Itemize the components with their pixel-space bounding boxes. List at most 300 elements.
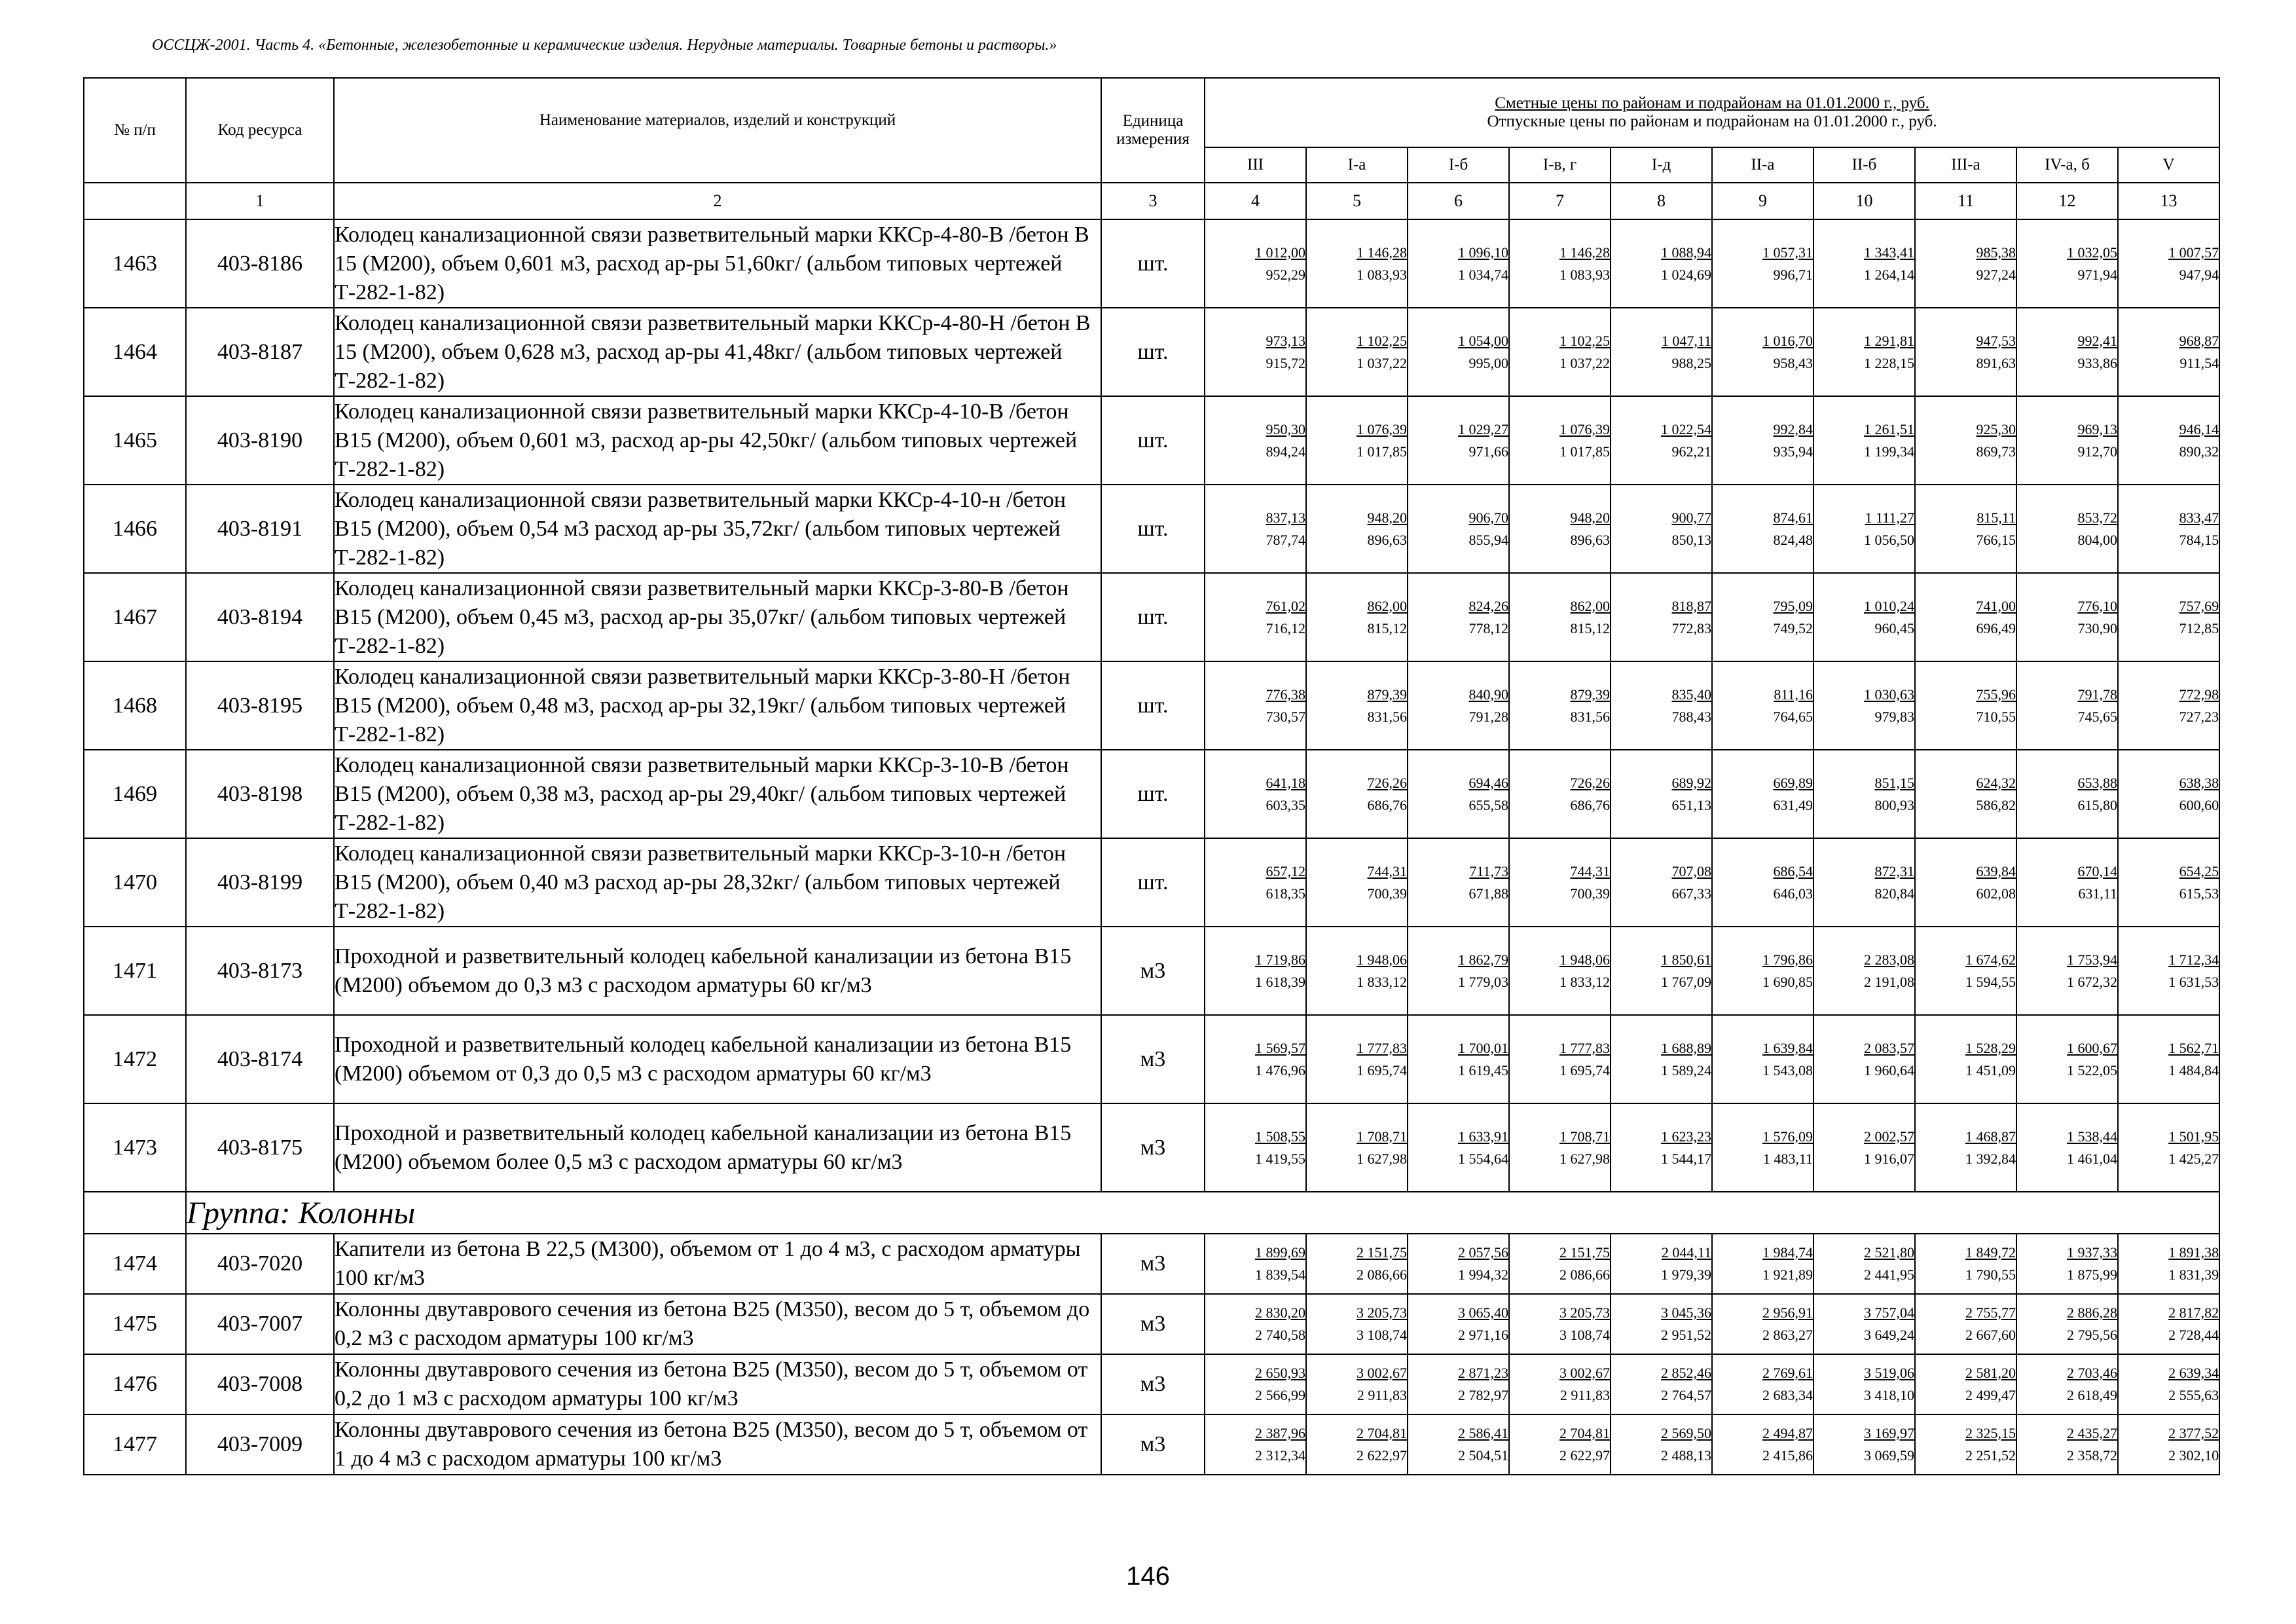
unit-cell: шт. xyxy=(1101,219,1205,308)
resource-code: 403-8186 xyxy=(186,219,334,308)
unit-cell: шт. xyxy=(1101,396,1205,485)
price-cell xyxy=(1306,750,1408,838)
price-cell xyxy=(2118,1294,2219,1354)
unit-cell: шт. xyxy=(1101,308,1205,396)
estimate-price: 624,32 xyxy=(1976,774,2016,791)
resource-code: 403-8191 xyxy=(186,485,334,573)
price-cell xyxy=(1915,1294,2016,1354)
release-price: 2 618,49 xyxy=(2067,1387,2117,1403)
resource-code: 403-8199 xyxy=(186,838,334,927)
release-price: 2 740,58 xyxy=(1255,1327,1305,1343)
table-row xyxy=(84,219,2219,308)
estimate-price: 1 899,69 xyxy=(1255,1244,1305,1261)
price-cell xyxy=(1813,1234,1915,1294)
material-name: Колонны двутаврового сечения из бетона В25 (М350), весом до 5 т, объемом до 0,2 м3 с расходом арматуры 100 кг/м3 xyxy=(334,1294,1101,1354)
release-price: 804,00 xyxy=(2077,531,2117,548)
price-cell xyxy=(2016,750,2118,838)
release-price: 2 911,83 xyxy=(1357,1387,1407,1403)
release-price: 855,94 xyxy=(1468,531,1508,548)
price-cell xyxy=(2118,838,2219,927)
table-row xyxy=(84,1294,2219,1354)
estimate-price: 3 205,73 xyxy=(1559,1304,1610,1321)
material-name: Проходной и разветвительный колодец кабельной канализации из бетона В15 (М200) объемом до 0,3 м3 с расходом арматуры 60 кг/м3 xyxy=(334,927,1101,1015)
estimate-price: 1 501,95 xyxy=(2168,1128,2219,1145)
release-price: 2 358,72 xyxy=(2067,1447,2117,1464)
estimate-price: 1 076,39 xyxy=(1559,420,1610,437)
estimate-price: 1 639,84 xyxy=(1762,1039,1813,1056)
release-price: 2 251,52 xyxy=(1965,1447,2016,1464)
estimate-price: 1 796,86 xyxy=(1762,951,1813,968)
price-cell xyxy=(1915,396,2016,485)
price-cell xyxy=(1611,396,1712,485)
estimate-price: 2 886,28 xyxy=(2067,1304,2117,1321)
estimate-price: 2 704,81 xyxy=(1357,1425,1407,1441)
price-cell xyxy=(2118,1103,2219,1192)
estimate-price: 879,39 xyxy=(1367,686,1407,703)
estimate-price: 948,20 xyxy=(1367,509,1407,526)
price-cell xyxy=(1509,308,1611,396)
estimate-price: 2 083,57 xyxy=(1864,1039,1914,1056)
estimate-price: 1 576,09 xyxy=(1762,1128,1813,1145)
price-cell xyxy=(1813,1294,1915,1354)
price-cell xyxy=(2016,1103,2118,1192)
price-cell xyxy=(1712,1354,1813,1414)
resource-code: 403-7007 xyxy=(186,1294,334,1354)
material-name: Колодец канализационной связи разветвительный марки ККСр-4-10-В /бетон В15 (М200), объем 0,601 м3, расход ар-ры 42,50кг/ (альбом типовых чертежей Т-282-1-82) xyxy=(334,396,1101,485)
price-cell xyxy=(1915,1103,2016,1192)
estimate-price: 1 111,27 xyxy=(1865,509,1914,526)
price-cell xyxy=(1509,927,1611,1015)
resource-code: 403-7020 xyxy=(186,1234,334,1294)
release-price: 2 951,52 xyxy=(1661,1327,1711,1343)
price-cell xyxy=(1509,1103,1611,1192)
price-cell xyxy=(2118,1414,2219,1475)
row-number: 1473 xyxy=(84,1103,186,1192)
price-cell xyxy=(1813,1015,1915,1103)
price-cell xyxy=(1408,1294,1509,1354)
price-cell xyxy=(1408,927,1509,1015)
release-price: 3 069,59 xyxy=(1864,1447,1914,1464)
table-row xyxy=(84,1234,2219,1294)
estimate-price: 1 508,55 xyxy=(1255,1128,1305,1145)
price-cell xyxy=(2016,396,2118,485)
price-cell xyxy=(1509,219,1611,308)
release-price: 800,93 xyxy=(1874,796,1914,813)
column-number: 11 xyxy=(1915,183,2016,219)
document-header: ОССЦЖ-2001. Часть 4. «Бетонные, железобетонные и керамические изделия. Нерудные материалы. Товарные бетоны и растворы.» xyxy=(152,37,1057,54)
price-cell xyxy=(1611,1414,1712,1475)
estimate-price: 950,30 xyxy=(1266,420,1305,437)
release-price: 1 544,17 xyxy=(1661,1150,1711,1167)
estimate-price: 835,40 xyxy=(1671,686,1711,703)
release-price: 2 622,97 xyxy=(1559,1447,1610,1464)
resource-code: 403-8173 xyxy=(186,927,334,1015)
estimate-price: 1 948,06 xyxy=(1559,951,1610,968)
price-cell xyxy=(1205,396,1306,485)
estimate-price: 744,31 xyxy=(1570,862,1610,879)
estimate-price: 638,38 xyxy=(2179,774,2219,791)
price-cell xyxy=(1205,927,1306,1015)
estimate-price: 2 586,41 xyxy=(1458,1425,1508,1441)
price-cell xyxy=(1813,838,1915,927)
price-cell xyxy=(2118,927,2219,1015)
unit-cell: м3 xyxy=(1101,1354,1205,1414)
release-price: 933,86 xyxy=(2077,354,2117,371)
release-price: 2 504,51 xyxy=(1458,1447,1508,1464)
price-cell xyxy=(2118,1354,2219,1414)
resource-code: 403-8190 xyxy=(186,396,334,485)
release-price: 831,56 xyxy=(1367,708,1407,725)
estimate-price: 2 151,75 xyxy=(1357,1244,1407,1261)
estimate-price: 639,84 xyxy=(1976,862,2016,879)
release-price: 2 191,08 xyxy=(1864,973,1914,990)
material-name: Капители из бетона В 22,5 (М300), объемом от 1 до 4 м3, с расходом арматуры 100 кг/м3 xyxy=(334,1234,1101,1294)
release-price: 912,70 xyxy=(2077,443,2117,460)
estimate-price: 1 029,27 xyxy=(1458,420,1508,437)
estimate-price: 2 581,20 xyxy=(1965,1365,2016,1381)
release-price: 1 034,74 xyxy=(1458,266,1508,283)
price-cell xyxy=(1205,1103,1306,1192)
price-cell xyxy=(1408,396,1509,485)
header-code: Код ресурса xyxy=(186,78,334,183)
release-price: 2 971,16 xyxy=(1458,1327,1508,1343)
release-price: 1 451,09 xyxy=(1965,1061,2016,1079)
release-price: 2 312,34 xyxy=(1255,1447,1305,1464)
table-row xyxy=(84,1354,2219,1414)
table-row xyxy=(84,927,2219,1015)
release-price: 1 994,32 xyxy=(1458,1266,1508,1283)
price-cell xyxy=(1611,750,1712,838)
release-price: 3 418,10 xyxy=(1864,1387,1914,1403)
table-row xyxy=(84,661,2219,750)
header-name: Наименование материалов, изделий и конструкций xyxy=(334,78,1101,183)
price-cell xyxy=(1205,1234,1306,1294)
price-cell xyxy=(1306,396,1408,485)
estimate-price: 761,02 xyxy=(1266,597,1305,614)
release-price: 1 476,96 xyxy=(1255,1061,1305,1079)
group-num-cell xyxy=(84,1192,186,1234)
estimate-price: 2 494,87 xyxy=(1762,1425,1813,1441)
price-cell xyxy=(1306,1354,1408,1414)
release-price: 3 649,24 xyxy=(1864,1327,1914,1343)
price-cell xyxy=(1408,1414,1509,1475)
estimate-price: 2 769,61 xyxy=(1762,1365,1813,1381)
estimate-price: 2 521,80 xyxy=(1864,1244,1914,1261)
price-cell xyxy=(1306,1234,1408,1294)
estimate-price: 2 871,23 xyxy=(1458,1365,1508,1381)
price-cell xyxy=(1915,573,2016,661)
estimate-price: 3 205,73 xyxy=(1357,1304,1407,1321)
estimate-price: 1 016,70 xyxy=(1762,332,1813,349)
price-cell xyxy=(1915,838,2016,927)
price-cell xyxy=(1712,1414,1813,1475)
release-price: 911,54 xyxy=(2179,354,2219,371)
price-cell xyxy=(2016,485,2118,573)
price-cell xyxy=(2016,1414,2118,1475)
unit-cell: м3 xyxy=(1101,927,1205,1015)
release-price: 1 979,39 xyxy=(1661,1266,1711,1283)
table-row xyxy=(84,308,2219,396)
estimate-price: 879,39 xyxy=(1570,686,1610,703)
price-cell xyxy=(1205,1414,1306,1475)
price-cell xyxy=(2118,573,2219,661)
row-number: 1472 xyxy=(84,1015,186,1103)
release-price: 1 779,03 xyxy=(1458,973,1508,990)
estimate-price: 772,98 xyxy=(2179,686,2219,703)
unit-cell: м3 xyxy=(1101,1234,1205,1294)
estimate-price: 653,88 xyxy=(2077,774,2117,791)
release-price: 686,76 xyxy=(1367,796,1407,813)
release-price: 651,13 xyxy=(1671,796,1711,813)
price-cell xyxy=(1611,838,1712,927)
price-cell xyxy=(1813,1103,1915,1192)
price-cell xyxy=(1813,485,1915,573)
release-price: 2 795,56 xyxy=(2067,1327,2117,1343)
release-price: 1 875,99 xyxy=(2067,1266,2117,1283)
resource-code: 403-8187 xyxy=(186,308,334,396)
release-price: 815,12 xyxy=(1367,619,1407,637)
column-number: 12 xyxy=(2016,183,2118,219)
release-price: 791,28 xyxy=(1468,708,1508,725)
estimate-price: 862,00 xyxy=(1367,597,1407,614)
release-price: 815,12 xyxy=(1570,619,1610,637)
release-price: 730,57 xyxy=(1266,708,1305,725)
release-price: 1 419,55 xyxy=(1255,1150,1305,1167)
row-number: 1467 xyxy=(84,573,186,661)
price-cell xyxy=(1915,308,2016,396)
estimate-price: 2 435,27 xyxy=(2067,1425,2117,1441)
release-price: 2 764,57 xyxy=(1661,1387,1711,1403)
release-price: 602,08 xyxy=(1976,885,2016,902)
price-cell xyxy=(1813,396,1915,485)
release-price: 1 589,24 xyxy=(1661,1061,1711,1079)
price-cell xyxy=(2118,396,2219,485)
price-cell xyxy=(1813,1414,1915,1475)
release-price: 2 302,10 xyxy=(2168,1447,2219,1464)
release-price: 1 619,45 xyxy=(1458,1061,1508,1079)
estimate-price: 1 291,81 xyxy=(1864,332,1914,349)
header-prices-otp: Отпускные цены по районам и подрайонам на 01.01.2000 г., руб. xyxy=(1487,113,1937,130)
estimate-price: 694,46 xyxy=(1468,774,1508,791)
price-cell xyxy=(1205,219,1306,308)
estimate-price: 2 002,57 xyxy=(1864,1128,1914,1145)
release-price: 1 554,64 xyxy=(1458,1150,1508,1167)
price-cell xyxy=(1915,1234,2016,1294)
estimate-price: 2 044,11 xyxy=(1661,1244,1711,1261)
release-price: 784,15 xyxy=(2179,531,2219,548)
unit-cell: м3 xyxy=(1101,1294,1205,1354)
estimate-price: 657,12 xyxy=(1266,862,1305,879)
estimate-price: 1 102,25 xyxy=(1559,332,1610,349)
estimate-price: 811,16 xyxy=(1774,686,1813,703)
price-cell xyxy=(1509,1234,1611,1294)
price-cell xyxy=(1712,661,1813,750)
price-cell xyxy=(1509,661,1611,750)
group-title: Группа: Колонны xyxy=(186,1192,2219,1234)
price-cell xyxy=(1712,1294,1813,1354)
estimate-price: 1 937,33 xyxy=(2067,1244,2117,1261)
price-cell xyxy=(2016,1234,2118,1294)
column-number-blank xyxy=(84,183,186,219)
release-price: 2 622,97 xyxy=(1357,1447,1407,1464)
row-number: 1470 xyxy=(84,838,186,927)
price-cell xyxy=(1611,573,1712,661)
release-price: 700,39 xyxy=(1367,885,1407,902)
header-prices-smeta: Сметные цены по районам и подрайонам на 01.01.2000 г., руб. xyxy=(1495,94,1929,112)
estimate-price: 1 076,39 xyxy=(1357,420,1407,437)
estimate-price: 1 007,57 xyxy=(2168,244,2219,261)
estimate-price: 670,14 xyxy=(2077,862,2117,879)
estimate-price: 2 283,08 xyxy=(1864,951,1914,968)
release-price: 615,53 xyxy=(2179,885,2219,902)
price-cell xyxy=(1509,573,1611,661)
price-cell xyxy=(2016,573,2118,661)
estimate-price: 1 849,72 xyxy=(1965,1244,2016,1261)
table-row xyxy=(84,485,2219,573)
release-price: 1 839,54 xyxy=(1255,1266,1305,1283)
material-name: Колодец канализационной связи разветвительный марки ККСр-3-10-н /бетон В15 (М200), объем 0,40 м3 расход ар-ры 28,32кг/ (альбом типовых чертежей Т-282-1-82) xyxy=(334,838,1101,927)
estimate-price: 776,10 xyxy=(2077,597,2117,614)
price-cell xyxy=(2118,308,2219,396)
estimate-price: 992,84 xyxy=(1773,420,1813,437)
estimate-price: 3 045,36 xyxy=(1661,1304,1711,1321)
estimate-price: 3 002,67 xyxy=(1559,1365,1610,1381)
estimate-price: 853,72 xyxy=(2077,509,2117,526)
row-number: 1475 xyxy=(84,1294,186,1354)
price-cell xyxy=(1712,219,1813,308)
price-cell xyxy=(2016,219,2118,308)
release-price: 1 228,15 xyxy=(1864,354,1914,371)
unit-cell: м3 xyxy=(1101,1414,1205,1475)
release-price: 631,49 xyxy=(1773,796,1813,813)
price-cell xyxy=(1306,573,1408,661)
price-cell xyxy=(2118,1015,2219,1103)
estimate-price: 1 891,38 xyxy=(2168,1244,2219,1261)
estimate-price: 1 032,05 xyxy=(2067,244,2117,261)
release-price: 1 017,85 xyxy=(1357,443,1407,460)
estimate-price: 1 468,87 xyxy=(1965,1128,2016,1145)
release-price: 935,94 xyxy=(1773,443,1813,460)
estimate-price: 2 704,81 xyxy=(1559,1425,1610,1441)
price-cell xyxy=(1915,1015,2016,1103)
estimate-price: 2 377,52 xyxy=(2168,1425,2219,1441)
price-cell xyxy=(1205,308,1306,396)
price-cell xyxy=(2118,485,2219,573)
release-price: 788,43 xyxy=(1671,708,1711,725)
release-price: 2 667,60 xyxy=(1965,1327,2016,1343)
release-price: 831,56 xyxy=(1570,708,1610,725)
estimate-price: 818,87 xyxy=(1671,597,1711,614)
estimate-price: 3 757,04 xyxy=(1864,1304,1914,1321)
price-cell xyxy=(1813,573,1915,661)
release-price: 603,35 xyxy=(1266,796,1305,813)
estimate-price: 726,26 xyxy=(1367,774,1407,791)
price-cell xyxy=(1611,308,1712,396)
price-cell xyxy=(1306,1294,1408,1354)
estimate-price: 1 948,06 xyxy=(1357,951,1407,968)
row-number: 1477 xyxy=(84,1414,186,1475)
release-price: 1 522,05 xyxy=(2067,1061,2117,1079)
material-name: Колодец канализационной связи разветвительный марки ККСр-4-80-Н /бетон В 15 (М200), объем 0,628 м3, расход ар-ры 41,48кг/ (альбом типовых чертежей Т-282-1-82) xyxy=(334,308,1101,396)
price-cell xyxy=(1306,308,1408,396)
estimate-price: 791,78 xyxy=(2077,686,2117,703)
price-cell xyxy=(1915,1354,2016,1414)
estimate-price: 2 650,93 xyxy=(1255,1365,1305,1381)
row-number: 1463 xyxy=(84,219,186,308)
release-price: 1 017,85 xyxy=(1559,443,1610,460)
price-cell xyxy=(1813,308,1915,396)
release-price: 2 911,83 xyxy=(1559,1387,1610,1403)
release-price: 2 683,34 xyxy=(1762,1387,1813,1403)
price-cell xyxy=(1509,1354,1611,1414)
price-cell xyxy=(1915,1414,2016,1475)
estimate-price: 744,31 xyxy=(1367,862,1407,879)
price-cell xyxy=(1408,1354,1509,1414)
release-price: 3 108,74 xyxy=(1357,1327,1407,1343)
release-price: 979,83 xyxy=(1874,708,1914,725)
header-region: III xyxy=(1205,147,1306,183)
estimate-price: 3 519,06 xyxy=(1864,1365,1914,1381)
price-cell xyxy=(1813,927,1915,1015)
release-price: 891,63 xyxy=(1976,354,2016,371)
estimate-price: 900,77 xyxy=(1671,509,1711,526)
estimate-price: 2 057,56 xyxy=(1458,1244,1508,1261)
price-cell xyxy=(1611,1354,1712,1414)
header-region: IV-а, б xyxy=(2016,147,2118,183)
release-price: 988,25 xyxy=(1671,354,1711,371)
release-price: 1 594,55 xyxy=(1965,973,2016,990)
estimate-price: 2 387,96 xyxy=(1255,1425,1305,1441)
estimate-price: 851,15 xyxy=(1874,774,1914,791)
price-cell xyxy=(1712,838,1813,927)
release-price: 3 108,74 xyxy=(1559,1327,1610,1343)
estimate-price: 968,87 xyxy=(2179,332,2219,349)
release-price: 1 695,74 xyxy=(1559,1061,1610,1079)
estimate-price: 837,13 xyxy=(1266,509,1305,526)
column-number: 2 xyxy=(334,183,1101,219)
estimate-price: 1 562,71 xyxy=(2168,1039,2219,1056)
release-price: 1 921,89 xyxy=(1762,1266,1813,1283)
price-cell xyxy=(1509,1414,1611,1475)
release-price: 2 555,63 xyxy=(2168,1387,2219,1403)
resource-code: 403-7008 xyxy=(186,1354,334,1414)
estimate-price: 1 022,54 xyxy=(1661,420,1711,437)
estimate-price: 2 956,91 xyxy=(1762,1304,1813,1321)
release-price: 1 037,22 xyxy=(1357,354,1407,371)
table-row xyxy=(84,396,2219,485)
estimate-price: 641,18 xyxy=(1266,774,1305,791)
price-cell xyxy=(1611,1294,1712,1354)
estimate-price: 686,54 xyxy=(1773,862,1813,879)
estimate-price: 795,09 xyxy=(1773,597,1813,614)
estimate-price: 689,92 xyxy=(1671,774,1711,791)
estimate-price: 1 753,94 xyxy=(2067,951,2117,968)
release-price: 2 566,99 xyxy=(1255,1387,1305,1403)
row-number: 1465 xyxy=(84,396,186,485)
material-name: Колодец канализационной связи разветвительный марки ККСр-4-80-В /бетон В 15 (М200), объем 0,601 м3, расход ар-ры 51,60кг/ (альбом типовых чертежей Т-282-1-82) xyxy=(334,219,1101,308)
estimate-price: 2 703,46 xyxy=(2067,1365,2117,1381)
price-cell xyxy=(1813,219,1915,308)
price-cell xyxy=(1712,1103,1813,1192)
header-num: № п/п xyxy=(84,78,186,183)
estimate-price: 969,13 xyxy=(2077,420,2117,437)
release-price: 1 618,39 xyxy=(1255,973,1305,990)
table-row xyxy=(84,573,2219,661)
material-name: Колодец канализационной связи разветвительный марки ККСр-3-10-В /бетон В15 (М200), объем 0,38 м3, расход ар-ры 29,40кг/ (альбом типовых чертежей Т-282-1-82) xyxy=(334,750,1101,838)
price-cell xyxy=(1306,661,1408,750)
price-cell xyxy=(1408,1015,1509,1103)
estimate-price: 985,38 xyxy=(1976,244,2016,261)
